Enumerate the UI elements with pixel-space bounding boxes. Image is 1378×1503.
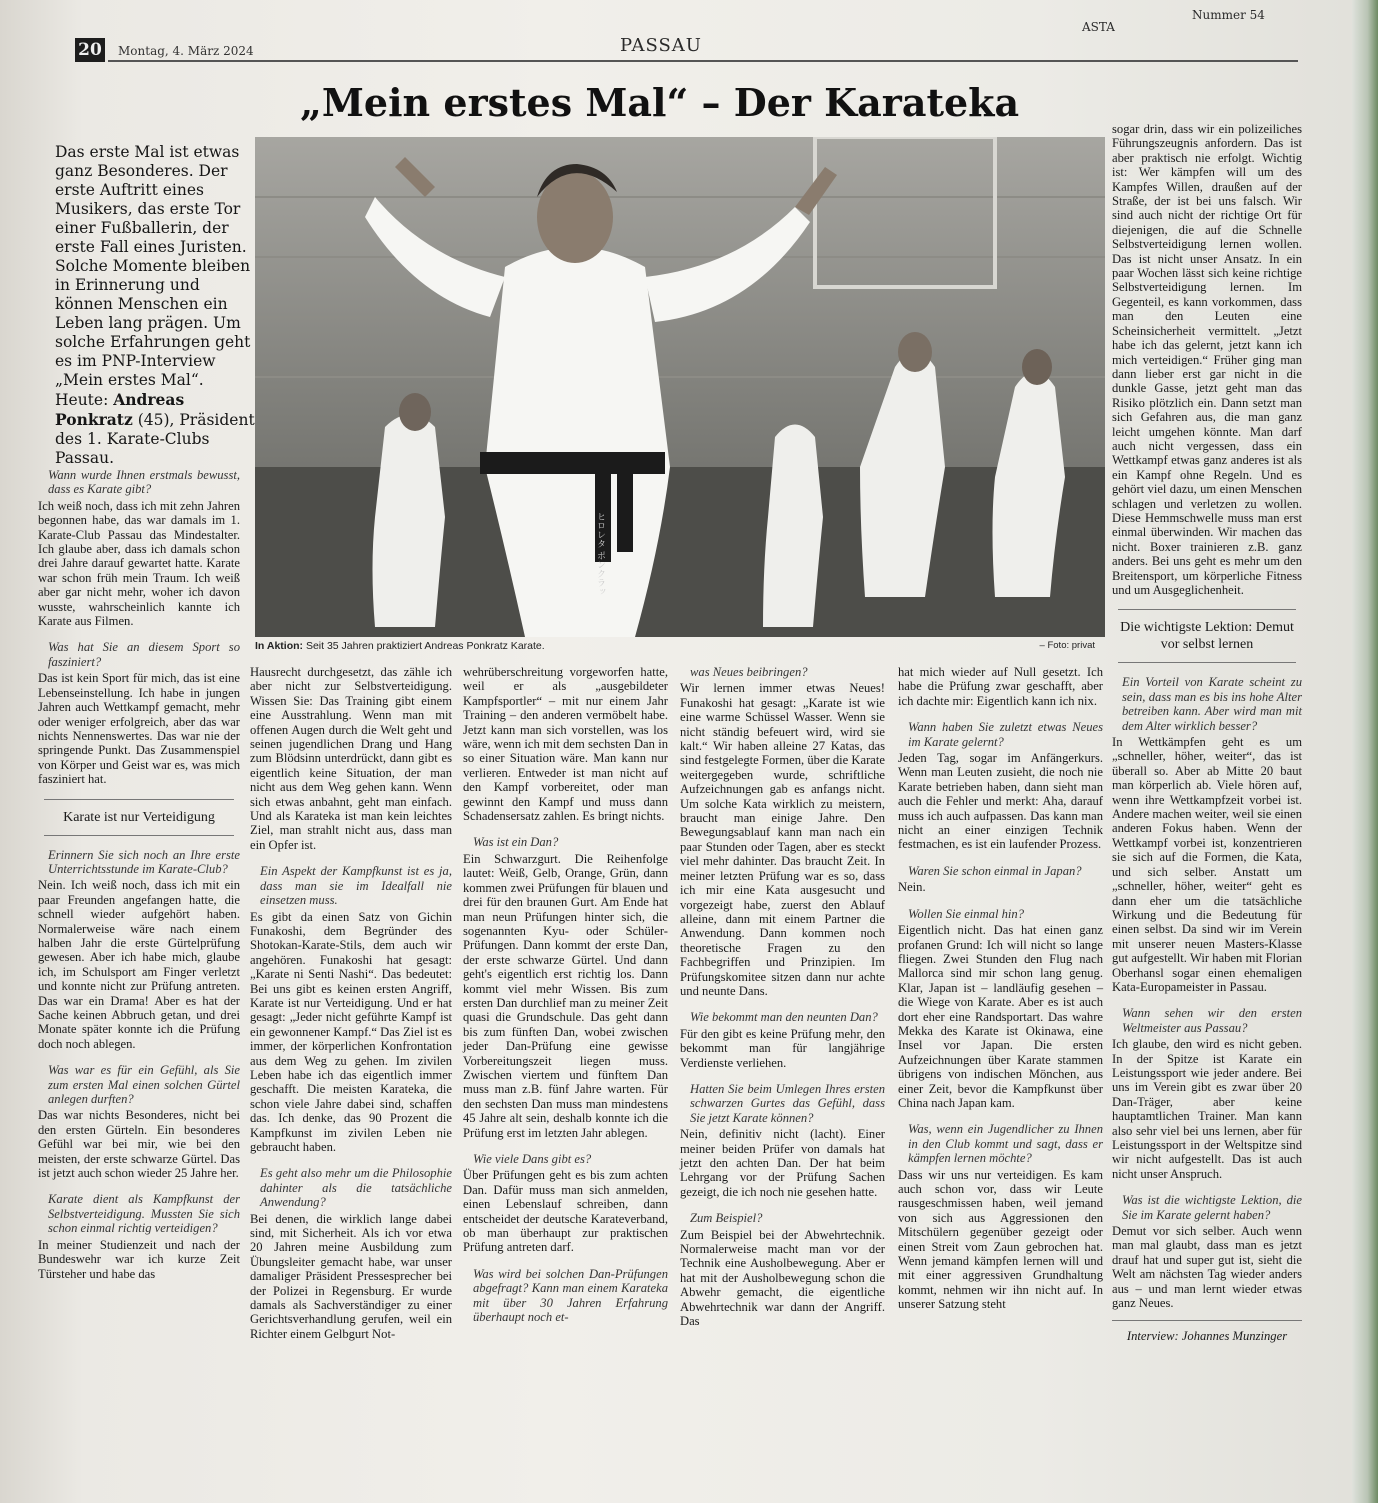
interview-answer: sogar drin, dass wir ein polizeiliches Führungszeugnis anfordern. Das ist aber praktisch nie erfolgt. Wichtig ist: Wer kämpfen will um des Kampfes Willen, draußen auf der Straße, der ist bei uns falsch. Wir sind auch nicht der richtige Ort für diejenigen, die auf die Schnelle Selbstverteidigung lernen wollen. Das ist nicht unser Ansatz. In ein paar Wochen lässt sich keine richtige Selbstverteidigung lernen. Im Gegenteil, es kann vorkommen, dass man den Leuten eine Scheinsicherheit vermittelt. „Jetzt habe ich das gelernt, jetzt kann ich mich verteidigen.“ Früher ging man dann lieber erst gar nicht in die dunkle Gasse, jetzt geht man das Risiko plötzlich ein. Dann setzt man sich Gefahren aus, die man ganz leicht umgehen könnte. Man darf auch nicht vergessen, dass ein Wettkampf etwas ganz anderes ist als ein Kampf ohne Regeln. Und es gehört viel dazu, um einen Menschen schlagen und verletzen zu wollen. Diese Hemmschwelle muss man erst einmal überwinden. Wir machen das nicht. Boxer trainieren z.B. ganz anders. Bei uns geht es mehr um den Breitensport, um körperliche Fitness und um Ausgeglichenheit. xyxy=(1112,122,1302,597)
article-column-6 xyxy=(1112,122,1302,1344)
interview-question: Ein Vorteil von Karate scheint zu sein, dass man es bis ins hohe Alter betreiben kann. Aber wird man mit dem Alter wirklich besser? xyxy=(1122,675,1302,733)
interview-question: Was hat Sie an diesem Sport so fasziniert? xyxy=(48,640,240,669)
interview-question: was Neues beibringen? xyxy=(690,665,808,679)
interview-answer: Bei denen, die wirklich lange dabei sind, mit Sicherheit. Als ich vor etwa 20 Jahren meine Ausbildung zum Übungsleiter gemacht habe, war unser damaliger Präsident Pressesprecher bei der Polizei in Regensburg. Er wurde damals als Sachverständiger zu einer Gerichtsverhandlung gerufen, weil ein Richter einem Gelbgurt Not- xyxy=(250,1211,452,1341)
interview-question: Ein Aspekt der Kampfkunst ist es ja, dass man sie im Idealfall nie einsetzen muss. xyxy=(260,864,452,908)
interview-question: Zum Beispiel? xyxy=(690,1211,763,1226)
intro-suffix: (45), Präsident des 1. Karate-Clubs Passau. xyxy=(55,411,255,467)
photo-caption xyxy=(255,640,1095,652)
caption-text: Seit 35 Jahren praktiziert Andreas Ponkratz Karate. xyxy=(305,640,545,652)
interview-answer: Wir lernen immer etwas Neues! Funakoshi hat gesagt: „Karate ist wie eine warme Schüssel Wasser. Wenn sie nicht ständig befeuert wird, wird sie kalt.“ Wir haben alleine 27 Katas, das sind festgelegte Formen, über die Karate weitergegeben wurde, schriftliche Aufzeichnungen gab es anfangs nicht. Um solche Kata wirklich zu meistern, braucht man einige Jahre. Den Bewegungsablauf kann man nach ein paar Stunden oder Tagen, aber es steckt viel mehr dahinter. Das braucht Zeit. In meiner letzten Prüfung war es so, dass ich mir eine Kata ausgesucht und vorgezeigt habe, zuerst den Ablauf alleine, dann mit einem Partner die Anwendung. Dann kommen noch theoretische Fragen zu den Fachbegriffen und Prinzipien. Im Prüfungskomitee sitzen dann nur achte und neunte Dans. xyxy=(680,681,885,998)
intro-body: Das erste Mal ist etwas ganz Besonderes. Der erste Auftritt eines Musikers, das erste Tor einer Fußballerin, der erste Fall eines Juristen. Solche Momente bleiben in Erinnerung und können Menschen ein Leben lang prägen. Um solche Erfahrungen geht es im PNP-Interview „Mein erstes Mal“. Heute: xyxy=(55,143,251,409)
article-column-2 xyxy=(250,665,452,1341)
interview-question: Waren Sie schon einmal in Japan? xyxy=(908,863,1082,878)
caption-label: In Aktion: xyxy=(255,640,304,652)
interview-question: Was ist die wichtigste Lektion, die Sie im Karate gelernt haben? xyxy=(1122,1193,1302,1222)
interview-answer: Dass wir uns nur verteidigen. Es kam auch schon vor, dass wir Leute rausgeschmissen haben, weil jemand von sich aus Aggressionen den Mitschülern gegenüber gezeigt oder einen Streit vom Zaun gebrochen hat. Wenn jemand kämpfen lernen will und mit einer aggressiven Grundhaltung kommt, nehmen wir ihn nicht auf. In unserer Satzung steht xyxy=(898,1167,1103,1312)
interview-question: Wann wurde Ihnen erstmals bewusst, dass es Karate gibt? xyxy=(48,468,240,497)
interview-answer: Ein Schwarzgurt. Die Reihenfolge lautet: Weiß, Gelb, Orange, Grün, dann kommen zwei Prüfungen für blauen und drei für den braunen Gurt. Am Ende hat man neun Prüfungen hinter sich, die sogenannten Kyu- oder Schüler-Prüfungen. Dann kommt der erste Dan, der erste schwarze Gürtel. Und dann geht's eigentlich erst richtig los. Dann kommt viel mehr Wissen. Bis zum ersten Dan durchlief man zu meiner Zeit quasi die Grundschule. Das geht dann bis zum fünften Dan, wobei zwischen jeder Dan-Prüfung eine gewisse Vorbereitungszeit liegen muss. Zwischen viertem und fünftem Dan muss man z.B. fünf Jahre warten. Für den sechsten Dan muss man mindestens 45 Jahre alt sein, deshalb konnte ich die Prüfung erst im letzten Jahr ablegen. xyxy=(463,851,668,1140)
page-edge xyxy=(1352,0,1378,1503)
interview-answer: Jeden Tag, sogar im Anfängerkurs. Wenn man Leuten zusieht, die noch nie Karate betrieben haben, dann sieht man auch die Fehler und merkt: Aha, darauf muss ich auch aufpassen. Das kann man nicht an einer einzigen Technik festmachen, es ist ein laufender Prozess. xyxy=(898,751,1103,852)
interview-question: Erinnern Sie sich noch an Ihre erste Unterrichtsstunde im Karate-Club? xyxy=(48,847,240,876)
interview-question: Karate dient als Kampfkunst der Selbstverteidigung. Mussten Sie sich schon einmal richtig verteidigen? xyxy=(48,1192,240,1236)
interview-answer: hat mich wieder auf Null gesetzt. Ich habe die Prüfung zwar geschafft, aber ich dachte mir: Eigentlich kann ich nix. xyxy=(898,665,1103,708)
karate-photo-image xyxy=(255,137,1105,637)
interview-answer: Es gibt da einen Satz von Gichin Funakoshi, dem Begründer des Shotokan-Karate-Stils, dem auch wir angehören. Funakoshi hat gesagt: „Karate ni Senti Nashi“. Das bedeutet: Bei uns gibt es keinen ersten Angriff, Karate ist nur Verteidigung. Und er hat gesagt: „Jeder nicht geführte Kampf ist ein gewonnener Kampf.“ Das Ziel ist es immer, der körperlichen Konfrontation aus dem Weg zu gehen. Im zivilen Leben habe ich das eigentlich immer geschafft. Die meisten Karateka, die schon viele Jahre dabei sind, schaffen das. Ich denke, das 90 Prozent die Kampfkunst im zivilen Leben nie gebraucht haben. xyxy=(250,909,452,1154)
interview-question: Wie bekommt man den neunten Dan? xyxy=(690,1010,878,1025)
article-column-1 xyxy=(38,468,240,1281)
interview-question: Wann haben Sie zuletzt etwas Neues im Karate gelernt? xyxy=(908,720,1103,749)
interview-question: Was war es für ein Gefühl, als Sie zum ersten Mal einen solchen Gürtel anlegen durften? xyxy=(48,1063,240,1107)
headline: „Mein erstes Mal“ – Der Karateka xyxy=(300,80,1020,125)
interview-byline: Interview: Johannes Munzinger xyxy=(1112,1320,1302,1343)
photo-credit: – Foto: privat xyxy=(1039,640,1095,651)
interview-answer: Ich glaube, den wird es nicht geben. In der Spitze ist Karate ein Leistungssport wie jeder andere. Bei uns im Verein gibt es zwar über 20 Dan-Träger, aber keine hauptamtlichen Trainer. Man kann also sehr viel bei uns lernen, aber für Leistungssport in der Weltspitze sind wir nicht aufgestellt. Das ist auch nicht unser Anspruch. xyxy=(1112,1037,1302,1181)
article-column-5 xyxy=(898,665,1103,1312)
interview-answer: Hausrecht durchgesetzt, das zähle ich aber nicht zur Selbstverteidigung. Wissen Sie: Das Training gibt einem eine Ausstrahlung. Wenn man mit offenen Augen durch die Welt geht und seinen jugendlichen Drang und Hang zum Blödsinn unterdrückt, dann gibt es eigentlich keine Situation, der man nicht aus dem Weg gehen kann. Wenn sich etwas anbahnt, geht man einfach. Und als Karateka ist man kein leichtes Ziel, man strahlt nicht aus, dass man ein Opfer ist. xyxy=(250,665,452,852)
interview-question: Wollen Sie einmal hin? xyxy=(908,906,1025,921)
interview-question: Es geht also mehr um die Philosophie dahinter als die tatsächliche Anwendung? xyxy=(260,1166,452,1210)
interview-question: Was, wenn ein Jugendlicher zu Ihnen in den Club kommt und sagt, dass er kämpfen lernen möchte? xyxy=(908,1122,1103,1166)
header-rule xyxy=(108,60,1298,62)
interview-question: Wann sehen wir den ersten Weltmeister aus Passau? xyxy=(1122,1006,1302,1035)
interview-question: Hatten Sie beim Umlegen Ihres ersten schwarzen Gurtes das Gefühl, dass Sie jetzt Karate können? xyxy=(690,1081,885,1125)
interview-question: Was ist ein Dan? xyxy=(473,835,559,850)
interview-answer: Demut vor sich selber. Auch wenn man mal glaubt, dass man es jetzt drauf hat und super gut ist, sieht die Welt am nächsten Tag wieder anders aus – und man lernt wieder etwas ganz Neues. xyxy=(1112,1224,1302,1311)
pull-quote: Karate ist nur Verteidigung xyxy=(44,799,234,836)
karate-photo xyxy=(255,137,1105,637)
interview-answer: Eigentlich nicht. Das hat einen ganz profanen Grund: Ich will nicht so lange fliegen. Zwei Stunden den Flug nach Mallorca sind mir schon lang genug. Klar, Japan ist – landläufig gesehen – die Wiege von Karate. Aber es ist auch dort eher eine Randsportart. Das wahre Mekka des Karate ist Okinawa, eine Insel vor Japan. Die ersten Aufzeichnungen über Karate stammen übrigens von indischen Mönchen, aus einer Zeit, bevor die Kampfkunst über China nach Japan kam. xyxy=(898,923,1103,1110)
page-number: 20 xyxy=(75,38,105,62)
issue-number: Nummer 54 xyxy=(1192,8,1265,22)
interview-question: Was wird bei solchen Dan-Prüfungen abgefragt? Kann man einem Karateka mit über 30 Jahren Erfahrung überhaupt noch et- xyxy=(473,1266,668,1325)
interview-question: Wie viele Dans gibt es? xyxy=(473,1152,592,1166)
header-label: ASTA xyxy=(1082,20,1115,34)
issue-date: Montag, 4. März 2024 xyxy=(118,44,254,58)
intro-name: Andreas Ponkratz xyxy=(55,390,185,429)
interview-answer: Zum Beispiel bei der Abwehrtechnik. Normalerweise macht man vor der Technik eine Ausholbewegung. Aber er hat mit der Ausholbewegung schon die Abwehr gemacht, die eigentliche Abwehrtechnik war dann der Angriff. Das xyxy=(680,1227,885,1329)
interview-answer: Das war nichts Besonderes, nicht bei den ersten Gürteln. Ein besonderes Gefühl war bei mir, wie bei den meisten, der erste schwarze Gürtel. Das ist jetzt auch schon wieder 25 Jahre her. xyxy=(38,1108,240,1181)
article-column-3 xyxy=(463,665,668,1326)
pull-quote: Die wichtigste Lektion: Demut vor selbst lernen xyxy=(1118,609,1296,663)
interview-answer: Ich weiß noch, dass ich mit zehn Jahren begonnen habe, das war damals im 1. Karate-Club Passau das Mindestalter. Ich glaube aber, dass ich damals schon drei Jahre darauf gewartet hatte. Karate war schon früh mein Traum. Ich weiß aber gar nicht mehr, woher ich davon wusste, wahrscheinlich kannte ich Karate aus Filmen. xyxy=(38,498,240,629)
interview-answer: In meiner Studienzeit und nach der Bundeswehr war ich kurze Zeit Türsteher und habe das xyxy=(38,1237,240,1281)
belt-embroidery: ヒロレタ ポンクラッ xyxy=(595,512,605,596)
intro-text xyxy=(55,143,255,468)
interview-answer: Für den gibt es keine Prüfung mehr, den bekommt man für langjährige Verdienste verliehen. xyxy=(680,1026,885,1070)
interview-answer: Das ist kein Sport für mich, das ist eine Lebenseinstellung. Ich habe in jungen Jahren auch Wettkampf gemacht, mehr oder weniger erfolgreich, aber das war nichts Nennenswertes. Das war nie der springende Punkt. Das Zusammenspiel von Körper und Geist war es, was mich fasziniert hat. xyxy=(38,671,240,787)
interview-answer: Nein, definitiv nicht (lacht). Einer meiner beiden Prüfer von damals hat jetzt den achten Dan. Der hat beim Lehrgang vor der Prüfung Sachen gezeigt, die ich noch nie gesehen hatte. xyxy=(680,1127,885,1199)
section-title: PASSAU xyxy=(620,35,702,56)
interview-answer: Nein. xyxy=(898,880,926,895)
interview-answer: In Wettkämpfen geht es um „schneller, höher, weiter“, das ist überall so. Aber ab Mitte 20 baut man körperlich ab. Viele hören auf, wenn ihre Wettkampfzeit vorbei ist. Andere machen weiter, weil sie einen anderen Fokus haben. Wenn der Wettkampf vorbei ist, konzentrieren sie sich auf die Formen, die Kata, und sich selber. Anstatt um „schneller, höher, weiter“ geht es dann eher um die tatsächliche Wirkung und die Bedeutung für einen selbst. Da sind wir im Verein mit unserer neuen Masters-Klasse gut aufgestellt. Wir haben mit Florian Oberhansl sogar einen ehemaligen Kata-Europameister in Passau. xyxy=(1112,735,1302,994)
interview-answer: wehrüberschreitung vorgeworfen hatte, weil er als „ausgebildeter Kampfsportler“ – mit nur einem Jahr Training – den anderen vermöbelt habe. Jetzt kann man sich vorstellen, was los wäre, wenn ich mit dem sechsten Dan in so einer Situation wäre. Man kann nur verlieren. Entweder ist man nicht auf den Kampf vorbereitet, oder man gewinnt den Kampf und muss dann Schadensersatz zahlen. Es bringt nichts. xyxy=(463,665,668,824)
article-column-4 xyxy=(680,665,885,1328)
interview-answer: Über Prüfungen geht es bis zum achten Dan. Dafür muss man sich anmelden, einen Lebenslauf schreiben, dann entscheidet der deutsche Karateverband, ob man überhaupt zur praktischen Prüfung antreten darf. xyxy=(463,1168,668,1255)
interview-answer: Nein. Ich weiß noch, dass ich mit ein paar Freunden angefangen hatte, die schnell wieder aufgehört haben. Normalerweise wäre nach einem halben Jahr die erste Gürtelprüfung gewesen. Aber ich habe mich, glaube ich, im Schulsport am Finger verletzt und konnte nicht zur Prüfung antreten. Das war ein Drama! Aber es hat der Sache keinen Abbruch getan, und drei Monate später konnte ich die Prüfung doch noch ablegen. xyxy=(38,878,240,1051)
